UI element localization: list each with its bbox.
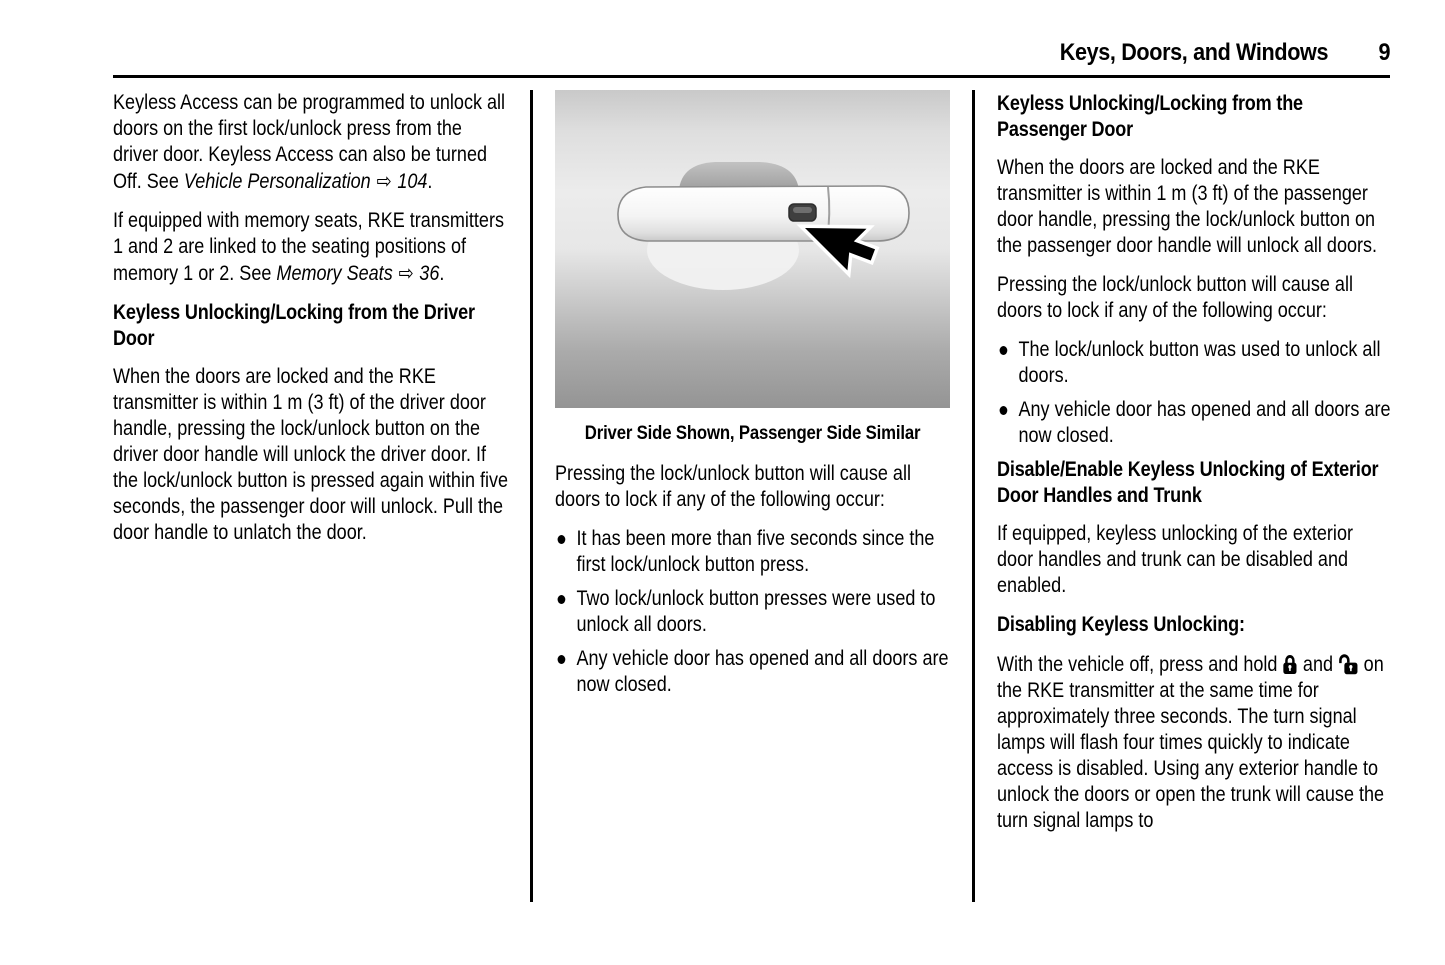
paragraph: If equipped, keyless unlocking of the exterior door handles and trunk can be disabled and enabled. — [997, 522, 1353, 597]
list-item — [555, 586, 950, 638]
header-rule — [113, 75, 1390, 78]
paragraph-text: If equipped with memory seats, RKE transmitters 1 and 2 are linked to the seating positions of memory 1 or 2. See — [113, 209, 504, 285]
paragraph: When the doors are locked and the RKE transmitter is within 1 m (3 ft) of the passenger door handle, pressing the lock/unlock button on the passenger door handle will unlock all doors. — [997, 156, 1378, 257]
paragraph-text: . — [439, 262, 445, 285]
cross-reference: Vehicle Personalization — [183, 170, 371, 193]
bullet-text: It has been more than five seconds since the first lock/unlock button press. — [576, 527, 935, 576]
right-white-arrow-icon: ⇨ — [392, 261, 420, 285]
column-left — [113, 90, 508, 902]
cross-reference-page: 36 — [419, 262, 440, 285]
bullet-dot-icon — [558, 535, 566, 544]
list-item — [555, 526, 950, 578]
column-divider — [972, 90, 975, 902]
list-item — [997, 337, 1392, 389]
door-handle-image — [555, 90, 950, 408]
paragraph-text: With the vehicle off, press and hold — [997, 653, 1283, 676]
bullet-text: Two lock/unlock button presses were used to unlock all doors. — [576, 587, 936, 636]
paragraph — [997, 652, 1392, 834]
page-header — [0, 0, 1445, 66]
paragraph — [113, 208, 508, 287]
lock-closed-icon — [1282, 654, 1297, 675]
column-divider — [530, 90, 533, 902]
bullet-dot-icon — [1000, 406, 1008, 415]
cross-reference-page: 104 — [397, 170, 428, 193]
section-heading: Keyless Unlocking/Locking from the Passenger Door — [997, 92, 1303, 141]
section-heading: Keyless Unlocking/Locking from the Driver Door — [113, 301, 475, 350]
paragraph-text: . — [427, 170, 433, 193]
page-number: 9 — [1378, 39, 1390, 66]
paragraph-text: and — [1297, 653, 1339, 676]
chapter-title: Keys, Doors, and Windows — [1059, 39, 1328, 66]
paragraph: When the doors are locked and the RKE transmitter is within 1 m (3 ft) of the driver door handle, pressing the lock/unlock button on the driver door handle will unlock the driver door. If the lock/unlock button is pressed again within five seconds, the passenger door will unlock. Pull the door handle to unlatch the door. — [113, 365, 509, 544]
page-content — [113, 90, 1445, 902]
cross-reference: Memory Seats — [276, 262, 393, 285]
paragraph-text: on the RKE transmitter at the same time for approximately three seconds. The turn signal lamps will flash four times quickly to indicate access is disabled. Using any exterior handle to unlock the doors or open the trunk will cause the turn signal lamps to — [997, 653, 1385, 832]
bullet-text: The lock/unlock button was used to unlock all doors. — [1018, 338, 1381, 387]
lock-open-icon — [1338, 654, 1359, 675]
door-handle-figure — [555, 90, 950, 408]
column-right — [997, 90, 1392, 902]
bullet-dot-icon — [558, 595, 566, 604]
paragraph — [113, 90, 508, 195]
list-item — [555, 646, 950, 698]
bullet-text: Any vehicle door has opened and all doors are now closed. — [1018, 398, 1391, 447]
paragraph: Pressing the lock/unlock button will cause all doors to lock if any of the following occur: — [555, 462, 911, 511]
bullet-dot-icon — [1000, 346, 1008, 355]
figure-caption: Driver Side Shown, Passenger Side Similar — [584, 422, 921, 444]
paragraph: Pressing the lock/unlock button will cause all doors to lock if any of the following occur: — [997, 273, 1353, 322]
list-item — [997, 397, 1392, 449]
lock-unlock-button-highlight — [793, 207, 812, 213]
section-heading: Disable/Enable Keyless Unlocking of Exterior Door Handles and Trunk — [997, 458, 1379, 507]
paragraph-text: Keyless Access can be programmed to unlock all doors on the first lock/unlock press from the driver door. Keyless Access can also be turned Off. See — [113, 91, 506, 193]
bullet-dot-icon — [558, 655, 566, 664]
right-white-arrow-icon: ⇨ — [370, 169, 398, 193]
column-middle — [555, 90, 950, 902]
bullet-text: Any vehicle door has opened and all doors are now closed. — [576, 647, 949, 696]
sub-heading: Disabling Keyless Unlocking: — [997, 613, 1245, 636]
